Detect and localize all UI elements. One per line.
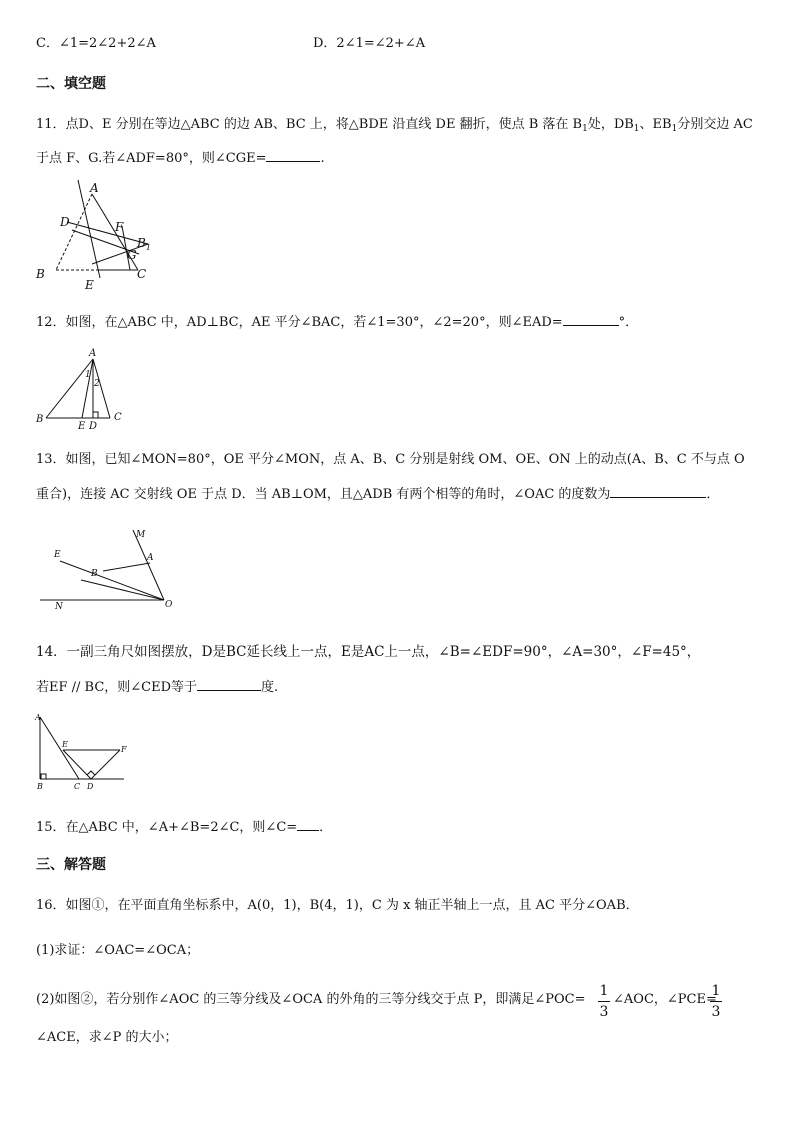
q14-label-f: F <box>121 745 127 754</box>
q11-text-line2: 于点 F、G.若∠ADF=80°，则∠CGE= <box>36 151 267 166</box>
q11-label-f: F <box>115 220 124 234</box>
q11-text-d: 分别交边 AC <box>677 117 753 132</box>
q11-text-end: . <box>320 151 325 166</box>
q13-line1: 13．如图，已知∠MON=80°，OE 平分∠MON，点 A、B、C 分别是射线 OM、OE、ON 上的动点(A、B、C 不与点 O <box>36 452 745 467</box>
q12-label-e: E <box>78 421 86 432</box>
q14-label-a: A <box>35 713 41 722</box>
q11-text-a: 11．点D、E 分别在等边△ABC 的边 AB、BC 上，将△BDE 沿直线 DE 翻折，使点 B 落在 B <box>36 117 583 132</box>
option-c: C．∠1=2∠2+2∠A <box>36 36 156 51</box>
q11-text-b: 处，DB <box>587 117 634 132</box>
q16-part2-a: (2)如图②，若分别作∠AOC 的三等分线及∠OCA 的外角的三等分线交于点 P，即满足∠POC= <box>36 992 586 1007</box>
q16-fraction-2-den: 3 <box>711 1004 721 1020</box>
q11-sub-db1: 1 <box>633 124 640 134</box>
q15-answer-blank[interactable] <box>297 818 319 831</box>
q11-sub-b1: 1 <box>582 124 588 134</box>
q13-text-line2: 重合)，连接 AC 交射线 OE 于点 D．当 AB⊥OM，且△ADB 有两个相等的角时，∠OAC 的度数为 <box>36 487 611 502</box>
q14-label-d: D <box>87 782 94 791</box>
section-title-solutions: 三、解答题 <box>36 857 106 873</box>
q15-text-end: ． <box>319 820 333 835</box>
q12-label-2: 2 <box>94 379 100 389</box>
q12-label-d: D <box>89 421 98 432</box>
q16-intro: 16．如图①，在平面直角坐标系中，A(0，1)，B(4，1)，C 为 x 轴正半轴上一点，且 AC 平分∠OAB． <box>36 898 639 913</box>
q13-label-e: E <box>54 550 61 560</box>
q13-label-a: A <box>147 553 154 563</box>
q16-fraction-2-bar <box>710 1001 722 1002</box>
q13-label-m: M <box>136 530 146 540</box>
q11-sub-eb1: 1 <box>671 124 678 134</box>
q14-line1: 14．一副三角尺如图摆放，D是BC延长线上一点，E是AC上一点，∠B=∠EDF=90°，∠A=30°，∠F=45°， <box>36 644 701 660</box>
q11-label-b1-main: B <box>137 236 146 250</box>
q11-label-b: B <box>36 267 45 281</box>
q15-line <box>36 818 332 834</box>
q15-text: 15．在△ABC 中，∠A+∠B=2∠C，则∠C= <box>36 820 298 835</box>
q12-text: 12．如图，在△ABC 中，AD⊥BC，AE 平分∠BAC，若∠1=30°，∠2=20°，则∠EAD= <box>36 315 563 330</box>
q12-label-c: C <box>114 412 122 423</box>
q12-label-1: 1 <box>85 370 91 380</box>
q16-part2-c: ∠ACE，求∠P 的大小； <box>36 1030 178 1045</box>
q13-text-end: ． <box>706 487 720 502</box>
q14-label-c: C <box>74 782 81 791</box>
q14-text-end: 度. <box>261 680 279 695</box>
q16-part1: (1)求证：∠OAC=∠OCA； <box>36 943 200 958</box>
section-title-fill-in: 二、填空题 <box>36 76 106 92</box>
q12-label-a: A <box>89 348 97 359</box>
q12-text-end: °． <box>618 315 639 330</box>
q16-fraction-2 <box>710 984 722 1019</box>
q13-label-n: N <box>55 602 63 612</box>
q13-label-o: O <box>165 600 173 610</box>
q16-fraction-1-den: 3 <box>599 1004 609 1020</box>
q16-fraction-2-num: 1 <box>711 983 721 999</box>
option-d: D．2∠1=∠2+∠A <box>313 36 426 51</box>
q16-part2-b: ∠AOC，∠PCE= <box>613 992 717 1007</box>
q11-label-a: A <box>90 181 99 195</box>
q11-label-d: D <box>60 215 70 229</box>
q14-label-e: E <box>62 740 68 749</box>
q11-label-g: G <box>127 248 137 262</box>
q16-fraction-1 <box>598 984 610 1019</box>
q11-label-b1-sub: 1 <box>145 243 151 252</box>
q14-label-b: B <box>37 782 43 791</box>
q12-label-b: B <box>36 414 44 425</box>
q11-label-c: C <box>137 267 147 281</box>
q16-fraction-1-num: 1 <box>599 983 609 999</box>
q13-label-b: B <box>91 569 98 579</box>
q11-text-c: 、EB <box>639 117 672 132</box>
q11-label-e: E <box>85 278 94 292</box>
q16-fraction-1-bar <box>598 1001 610 1002</box>
q14-text-line2: 若EF // BC，则∠CED等于 <box>36 680 198 695</box>
